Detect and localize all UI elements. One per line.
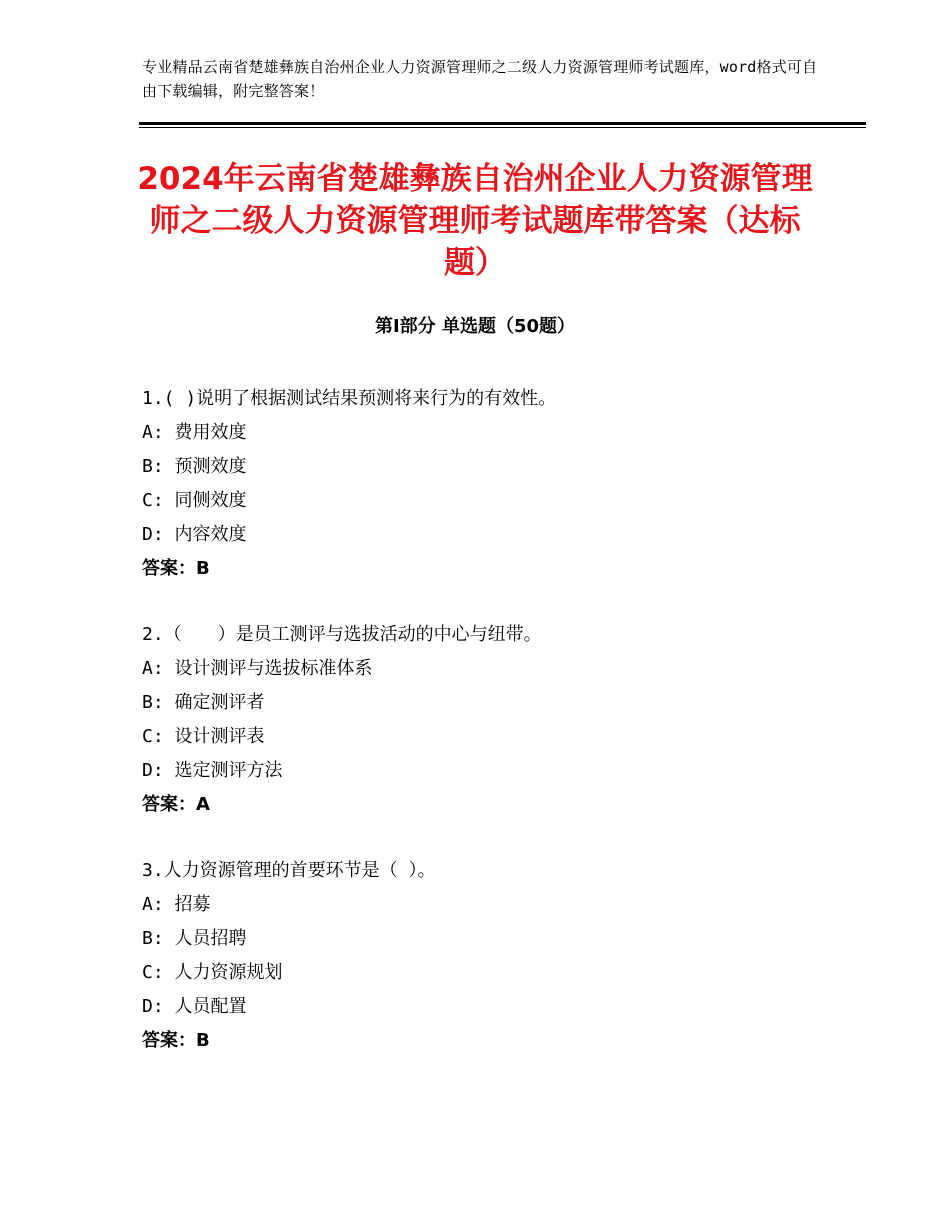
option-d: D: 选定测评方法 <box>142 760 283 781</box>
header-rule-thick <box>139 122 866 125</box>
option-a: A: 招募 <box>142 894 211 915</box>
option-d: D: 人员配置 <box>142 996 247 1017</box>
question-1 <box>142 382 842 586</box>
header-rule-thin <box>139 127 866 128</box>
question-2 <box>142 618 842 822</box>
answer: 答案：B <box>142 1030 210 1051</box>
option-b: B: 确定测评者 <box>142 692 265 713</box>
question-3 <box>142 854 842 1058</box>
question-stem: 3.人力资源管理的首要环节是（ ）。 <box>142 860 436 881</box>
document-title: 2024年云南省楚雄彝族自治州企业人力资源管理师之二级人力资源管理师考试题库带答案（达标题） <box>137 161 813 281</box>
option-c: C: 人力资源规划 <box>142 962 283 983</box>
option-c: C: 设计测评表 <box>142 726 265 747</box>
question-list <box>142 382 842 1090</box>
option-a: A: 费用效度 <box>142 422 247 443</box>
option-d: D: 内容效度 <box>142 524 247 545</box>
question-stem: 1.( )说明了根据测试结果预测将来行为的有效性。 <box>142 388 557 409</box>
header-note: 专业精品云南省楚雄彝族自治州企业人力资源管理师之二级人力资源管理师考试题库，word格式可自由下载编辑，附完整答案！ <box>142 58 818 100</box>
question-stem: 2.（ ）是员工测评与选拔活动的中心与纽带。 <box>142 624 542 645</box>
option-a: A: 设计测评与选拔标准体系 <box>142 658 373 679</box>
option-c: C: 同侧效度 <box>142 490 247 511</box>
answer: 答案：B <box>142 558 210 579</box>
answer: 答案：A <box>142 794 210 815</box>
section-title: 第Ⅰ部分 单选题（50题） <box>374 316 575 337</box>
option-b: B: 人员招聘 <box>142 928 247 949</box>
option-b: B: 预测效度 <box>142 456 247 477</box>
